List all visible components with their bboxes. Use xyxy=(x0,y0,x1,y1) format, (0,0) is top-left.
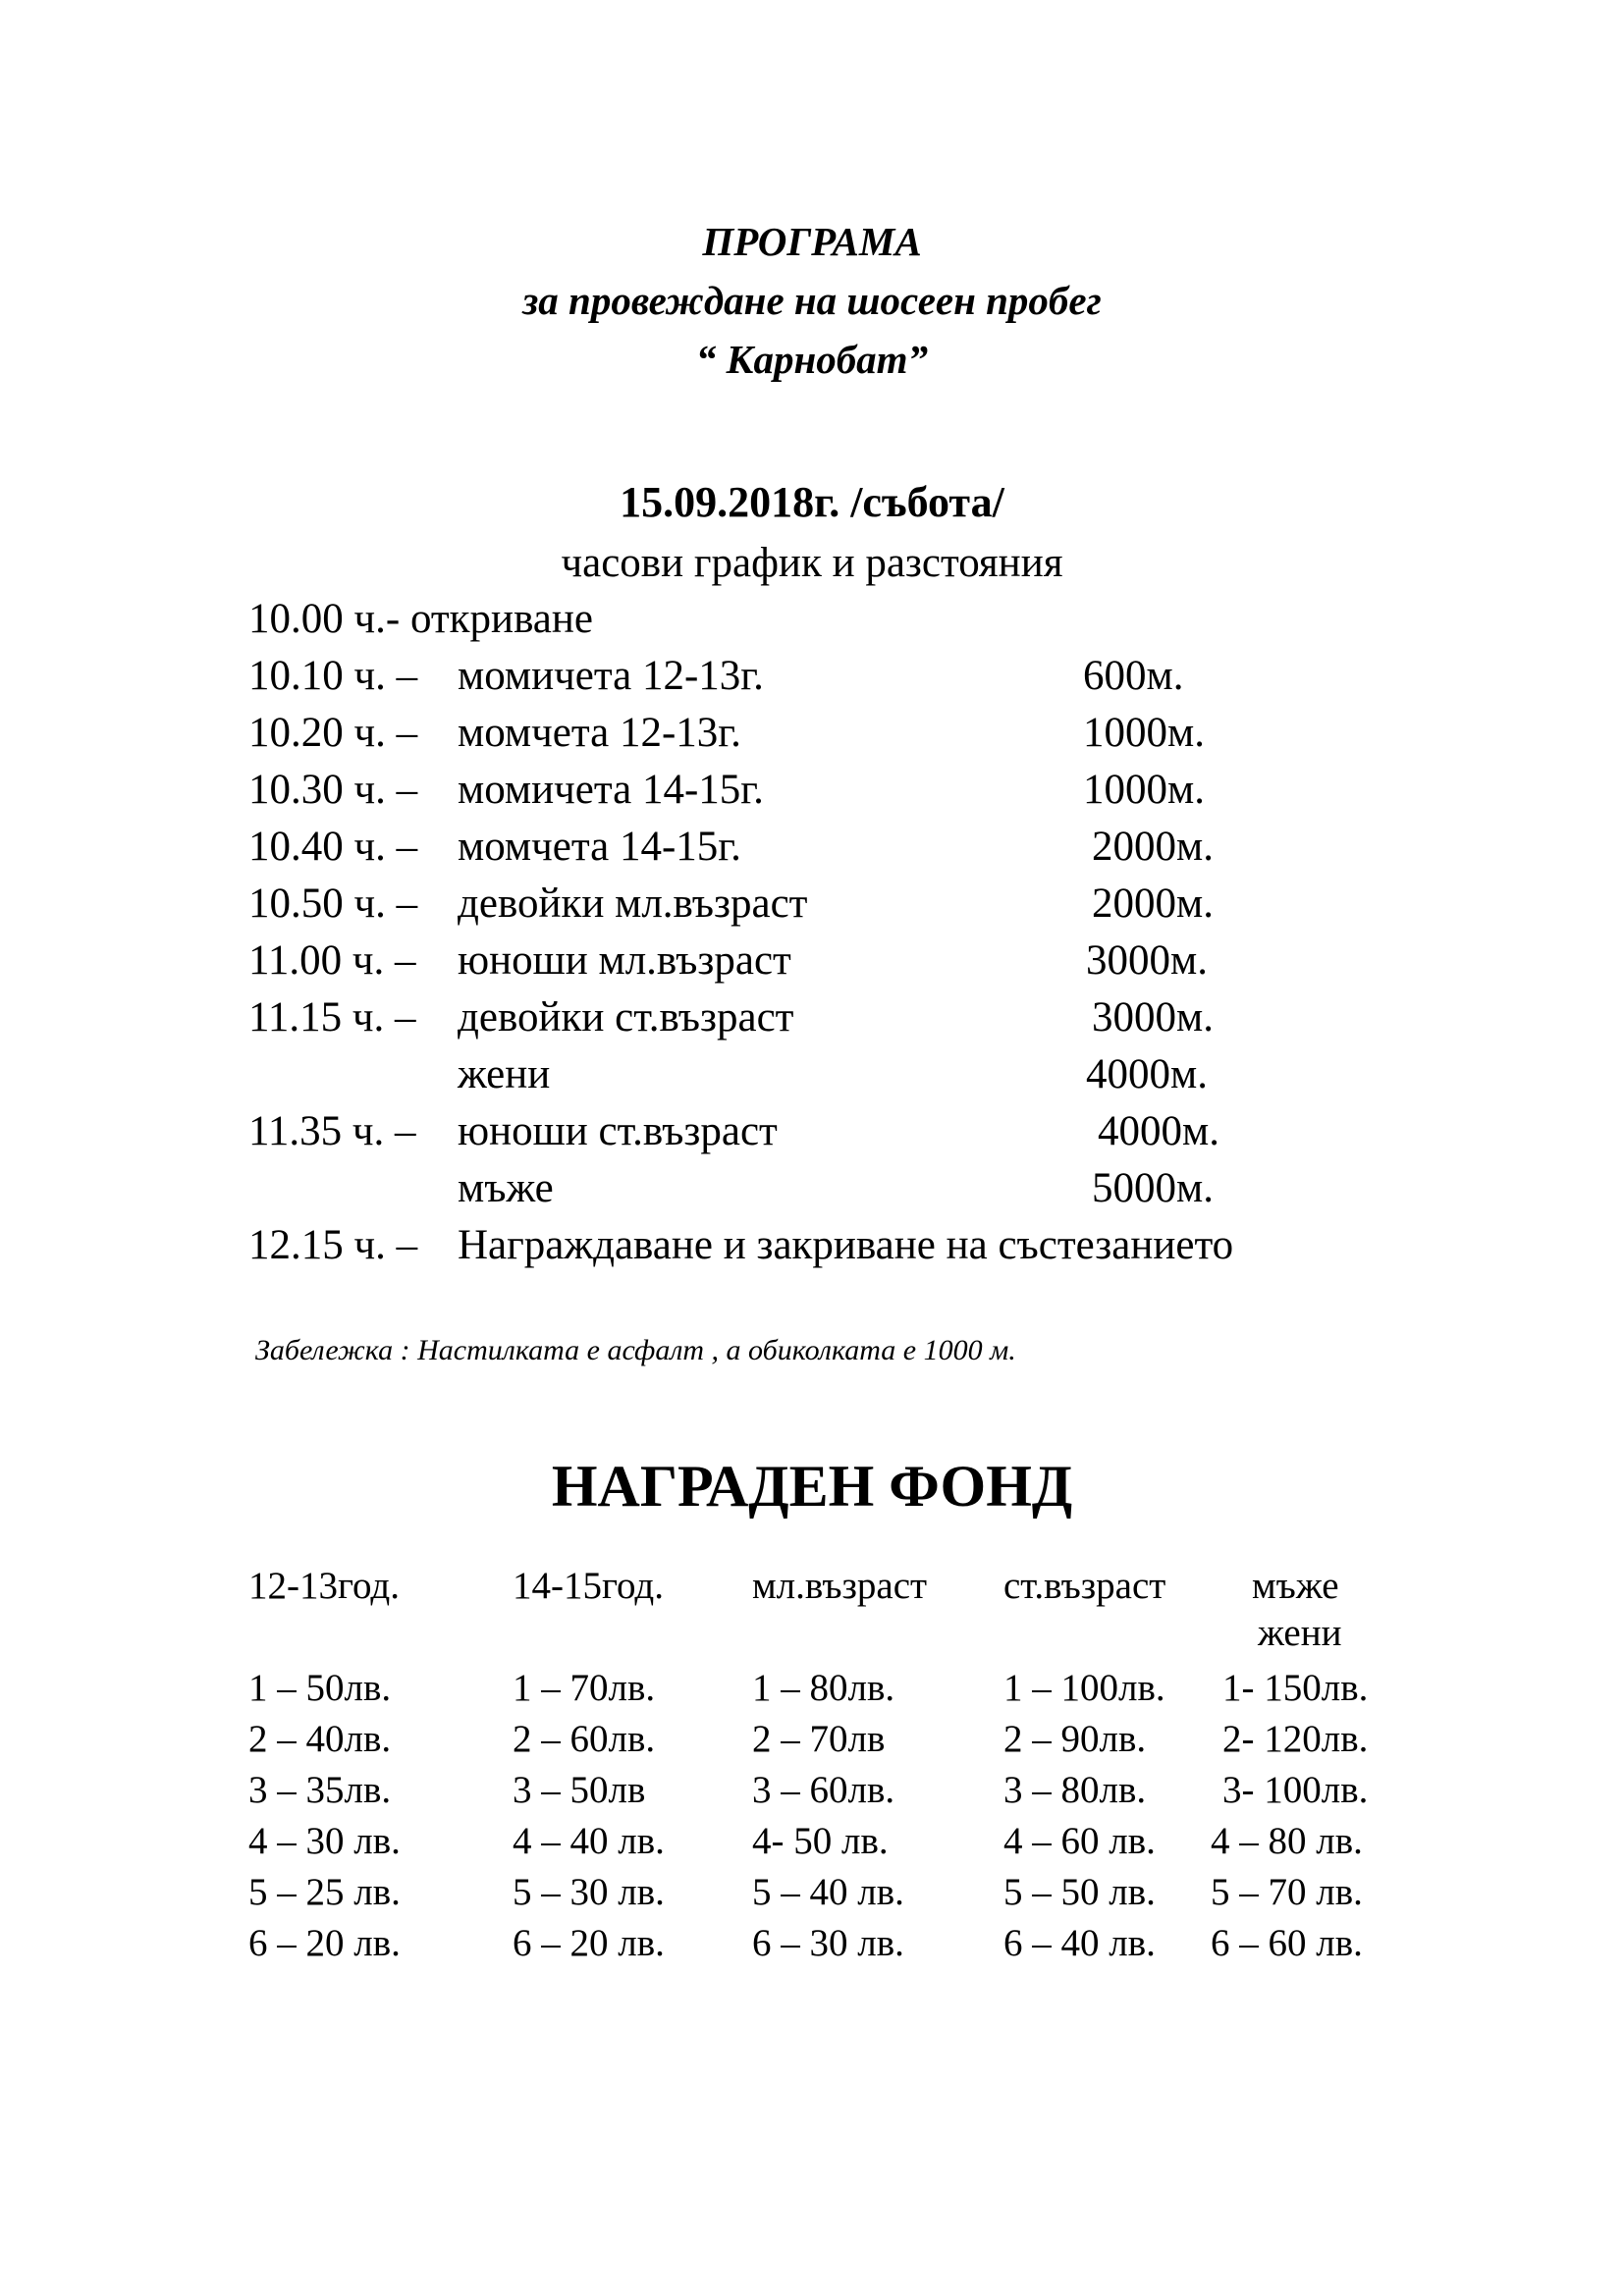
prize-cell: 2 – 70лв xyxy=(752,1718,886,1760)
prize-cell: 4 – 60 лв. xyxy=(1003,1820,1156,1862)
prize-column-header: ст.възраст xyxy=(1003,1565,1166,1607)
prize-column-header-extra: жени xyxy=(1258,1612,1342,1654)
schedule-event: момичета 12-13г. xyxy=(458,653,764,699)
schedule-distance: 1000м. xyxy=(1083,710,1205,756)
prize-cell: 2- 120лв. xyxy=(1222,1718,1369,1760)
schedule-row xyxy=(0,933,1624,989)
prize-cell: 4 – 40 лв. xyxy=(513,1820,665,1862)
prize-cell: 6 – 20 лв. xyxy=(513,1922,665,1964)
prize-cell: 4- 50 лв. xyxy=(752,1820,889,1862)
schedule-event: девойки ст.възраст xyxy=(458,994,794,1041)
schedule-row xyxy=(0,1103,1624,1160)
prize-cell: 1 – 100лв. xyxy=(1003,1667,1165,1709)
schedule-event: момичета 14-15г. xyxy=(458,767,764,813)
schedule-row xyxy=(0,762,1624,819)
schedule-heading: часови график и разстояния xyxy=(561,540,1063,586)
schedule-time: 10.30 ч. – xyxy=(248,767,418,813)
schedule-event: юноши мл.възраст xyxy=(458,937,791,984)
surface-note: Забележка : Настилката е асфалт , а обиколката е 1000 м. xyxy=(255,1334,1016,1366)
schedule-time: 10.50 ч. – xyxy=(248,881,418,927)
prize-column-header: 14-15год. xyxy=(513,1565,664,1607)
prize-fund-title: НАГРАДЕН ФОНД xyxy=(551,1454,1073,1519)
prize-cell: 2 – 90лв. xyxy=(1003,1718,1147,1760)
schedule-event: жени xyxy=(458,1051,551,1097)
prize-column-header: мъже xyxy=(1252,1565,1339,1607)
schedule-row xyxy=(0,876,1624,933)
event-date: 15.09.2018г. /събота/ xyxy=(620,478,1004,526)
schedule-row xyxy=(0,1046,1624,1103)
prize-cell: 4 – 30 лв. xyxy=(248,1820,401,1862)
prize-cell: 5 – 50 лв. xyxy=(1003,1871,1156,1913)
schedule-time: 10.00 ч.- откриване xyxy=(248,596,593,642)
schedule-distance: 4000м. xyxy=(1086,1051,1208,1097)
schedule-row xyxy=(0,591,1624,648)
schedule-event: момчета 14-15г. xyxy=(458,824,741,870)
schedule-distance: 3000м. xyxy=(1086,937,1208,984)
prize-cell: 3 – 50лв xyxy=(513,1769,646,1811)
prize-cell: 6 – 20 лв. xyxy=(248,1922,401,1964)
schedule-time: 11.15 ч. – xyxy=(248,994,416,1041)
prize-column-header: мл.възраст xyxy=(752,1565,928,1607)
prize-cell: 3 – 60лв. xyxy=(752,1769,895,1811)
prize-cell: 1- 150лв. xyxy=(1222,1667,1369,1709)
prize-cell: 5 – 40 лв. xyxy=(752,1871,904,1913)
prize-cell: 1 – 80лв. xyxy=(752,1667,895,1709)
schedule-time: 10.10 ч. – xyxy=(248,653,418,699)
schedule-time: 11.00 ч. – xyxy=(248,937,416,984)
prize-cell: 2 – 40лв. xyxy=(248,1718,392,1760)
schedule-distance: 4000м. xyxy=(1098,1108,1219,1154)
prize-cell: 3 – 35лв. xyxy=(248,1769,392,1811)
prize-cell: 6 – 60 лв. xyxy=(1211,1922,1363,1964)
document-subtitle: за провеждане на шосеен пробег xyxy=(522,278,1102,323)
schedule-distance: 3000м. xyxy=(1092,994,1214,1041)
schedule-distance: 600м. xyxy=(1083,653,1184,699)
schedule-event: девойки мл.възраст xyxy=(458,881,808,927)
prize-cell: 1 – 70лв. xyxy=(513,1667,656,1709)
prize-cell: 4 – 80 лв. xyxy=(1211,1820,1363,1862)
prize-cell: 6 – 30 лв. xyxy=(752,1922,904,1964)
prize-cell: 5 – 30 лв. xyxy=(513,1871,665,1913)
schedule-event: Награждаване и закриване на състезанието xyxy=(458,1222,1234,1268)
prize-cell: 1 – 50лв. xyxy=(248,1667,392,1709)
schedule-row xyxy=(0,989,1624,1046)
schedule-row xyxy=(0,1217,1624,1274)
schedule-row xyxy=(0,819,1624,876)
schedule-distance: 2000м. xyxy=(1092,824,1214,870)
schedule-event: мъже xyxy=(458,1165,554,1211)
prize-cell: 5 – 25 лв. xyxy=(248,1871,401,1913)
prize-cell: 2 – 60лв. xyxy=(513,1718,656,1760)
schedule-event: юноши ст.възраст xyxy=(458,1108,778,1154)
document-title: ПРОГРАМА xyxy=(702,219,922,264)
schedule-row xyxy=(0,705,1624,762)
schedule-distance: 1000м. xyxy=(1083,767,1205,813)
prize-cell: 3 – 80лв. xyxy=(1003,1769,1147,1811)
schedule-time: 11.35 ч. – xyxy=(248,1108,416,1154)
schedule-time: 10.20 ч. – xyxy=(248,710,418,756)
schedule-row xyxy=(0,648,1624,705)
schedule-row xyxy=(0,1160,1624,1217)
prize-cell: 5 – 70 лв. xyxy=(1211,1871,1363,1913)
prize-cell: 6 – 40 лв. xyxy=(1003,1922,1156,1964)
prize-column-header: 12-13год. xyxy=(248,1565,400,1607)
schedule-time: 10.40 ч. – xyxy=(248,824,418,870)
schedule-event: момчета 12-13г. xyxy=(458,710,741,756)
schedule-distance: 5000м. xyxy=(1092,1165,1214,1211)
prize-cell: 3- 100лв. xyxy=(1222,1769,1369,1811)
schedule-distance: 2000м. xyxy=(1092,881,1214,927)
schedule-time: 12.15 ч. – xyxy=(248,1222,418,1268)
event-name: “ Карнобат” xyxy=(695,337,929,382)
